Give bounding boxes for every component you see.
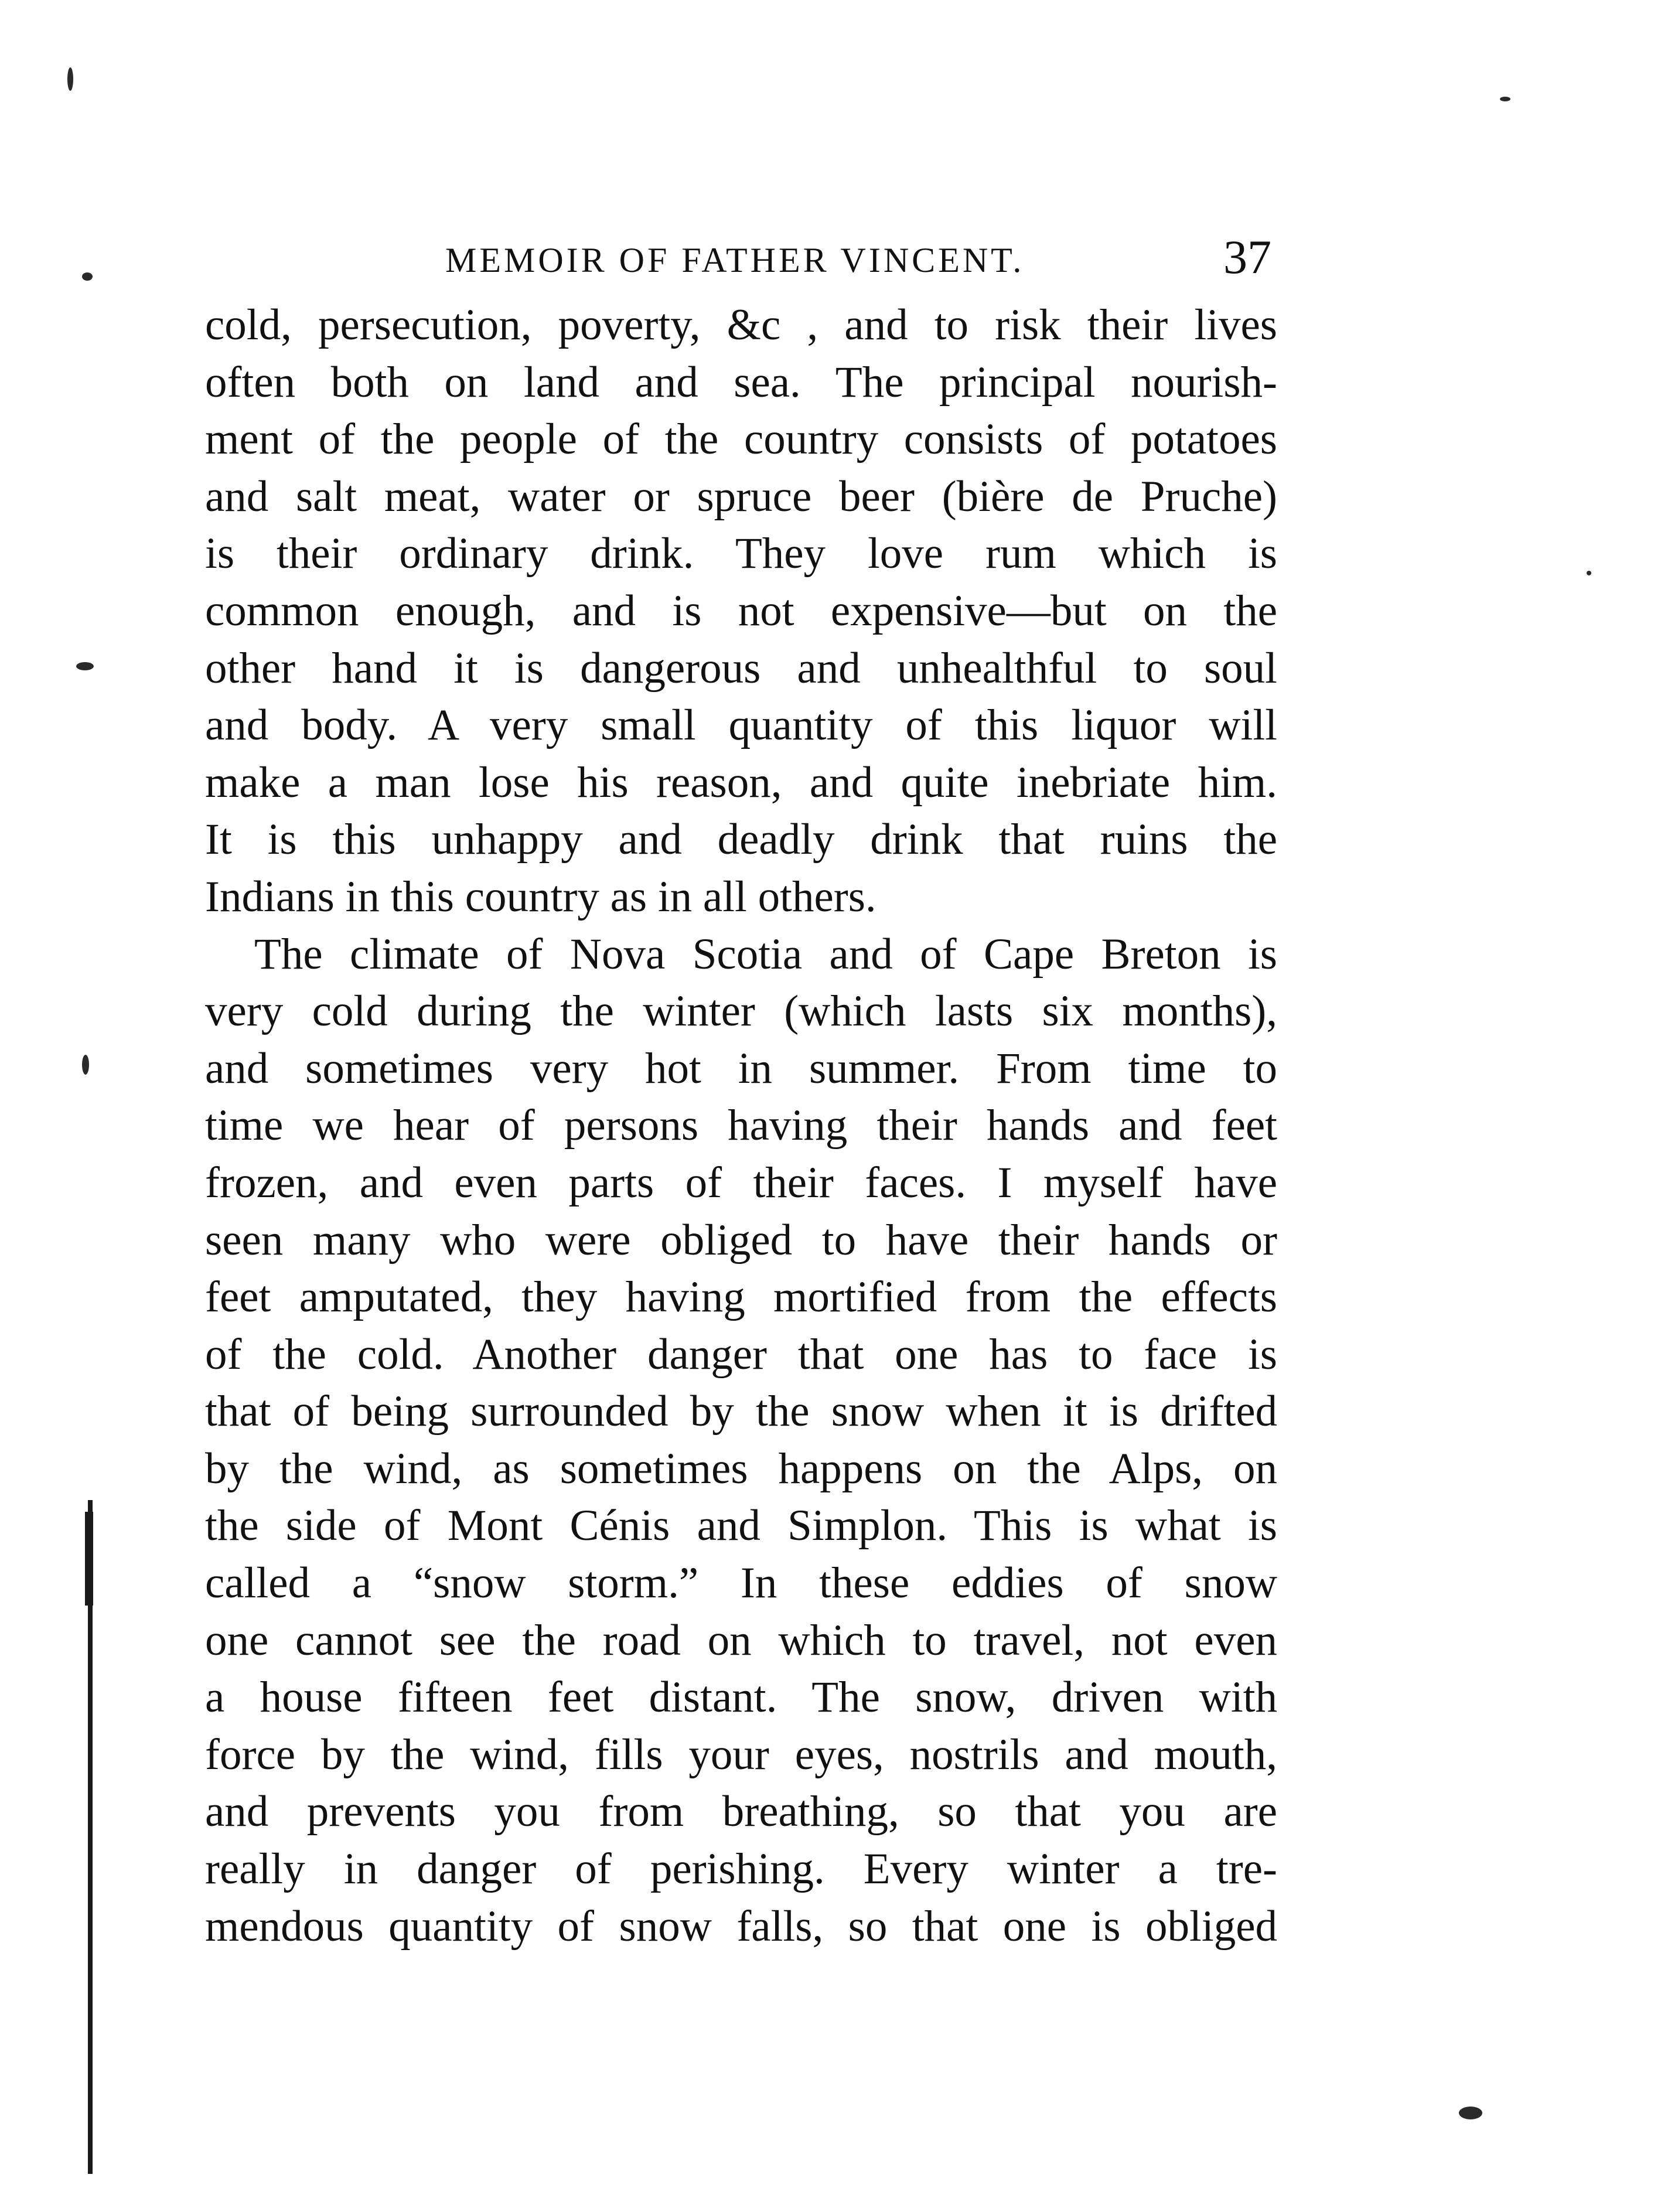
text-line: Indians in this country as in all others. xyxy=(205,872,876,921)
text-line: cold, persecution, poverty, &c , and to risk their lives xyxy=(205,301,1277,349)
text-line: force by the wind, fills your eyes, nostrils and mouth, xyxy=(205,1730,1277,1779)
text-line: very cold during the winter (which lasts six months), xyxy=(205,987,1277,1036)
body-text xyxy=(205,296,1277,1955)
scan-speck xyxy=(82,1055,89,1075)
text-line: ment of the people of the country consists of potatoes xyxy=(205,415,1277,464)
text-line: a house fifteen feet distant. The snow, driven with xyxy=(205,1673,1277,1722)
text-line: and prevents you from breathing, so that you are xyxy=(205,1787,1277,1836)
text-line: common enough, and is not expensive—but on the xyxy=(205,586,1277,635)
text-line: often both on land and sea. The principal nourish- xyxy=(205,357,1277,407)
text-line: that of being surrounded by the snow when it is drifted xyxy=(205,1387,1277,1436)
scan-speck xyxy=(67,67,73,91)
text-line: called a “snow storm.” In these eddies of snow xyxy=(205,1559,1277,1608)
text-line: and sometimes very hot in summer. From time to xyxy=(205,1044,1277,1093)
text-line: The climate of Nova Scotia and of Cape Breton is xyxy=(254,929,1277,979)
text-line: really in danger of perishing. Every winter a tre- xyxy=(205,1845,1277,1894)
running-head xyxy=(205,230,1277,282)
text-line: make a man lose his reason, and quite inebriate him. xyxy=(205,758,1277,807)
text-line: is their ordinary drink. They love rum which is xyxy=(205,529,1277,578)
scan-speck xyxy=(82,272,93,281)
text-line: other hand it is dangerous and unhealthful to soul xyxy=(205,643,1277,693)
text-line: time we hear of persons having their hands and feet xyxy=(205,1101,1277,1150)
scan-speck xyxy=(1500,97,1510,101)
text-line: It is this unhappy and deadly drink that ruins the xyxy=(205,815,1277,864)
text-line: feet amputated, they having mortified from the effects xyxy=(205,1273,1277,1322)
text-line: frozen, and even parts of their faces. I myself have xyxy=(205,1158,1277,1207)
page-number: 37 xyxy=(1223,230,1271,284)
text-line: seen many who were obliged to have their hands or xyxy=(205,1215,1277,1265)
text-line: by the wind, as sometimes happens on the Alps, on xyxy=(205,1444,1277,1493)
text-line: and salt meat, water or spruce beer (bière de Pruche) xyxy=(205,472,1277,521)
scan-speck xyxy=(1459,2107,1482,2119)
text-line: of the cold. Another danger that one has to face is xyxy=(205,1330,1277,1379)
paragraph-1 xyxy=(205,296,1277,926)
text-line: and body. A very small quantity of this liquor will xyxy=(205,701,1277,750)
running-title: MEMOIR OF FATHER VINCENT. xyxy=(445,241,1025,280)
text-line: mendous quantity of snow falls, so that one is obliged xyxy=(205,1901,1277,1951)
paragraph-2 xyxy=(205,926,1277,1955)
text-line: one cannot see the road on which to travel, not even xyxy=(205,1615,1277,1665)
scan-speck xyxy=(76,662,94,670)
scan-speck xyxy=(1587,571,1591,575)
text-line: the side of Mont Cénis and Simplon. This is what is xyxy=(205,1501,1277,1550)
binding-edge-mark xyxy=(85,1512,93,1606)
